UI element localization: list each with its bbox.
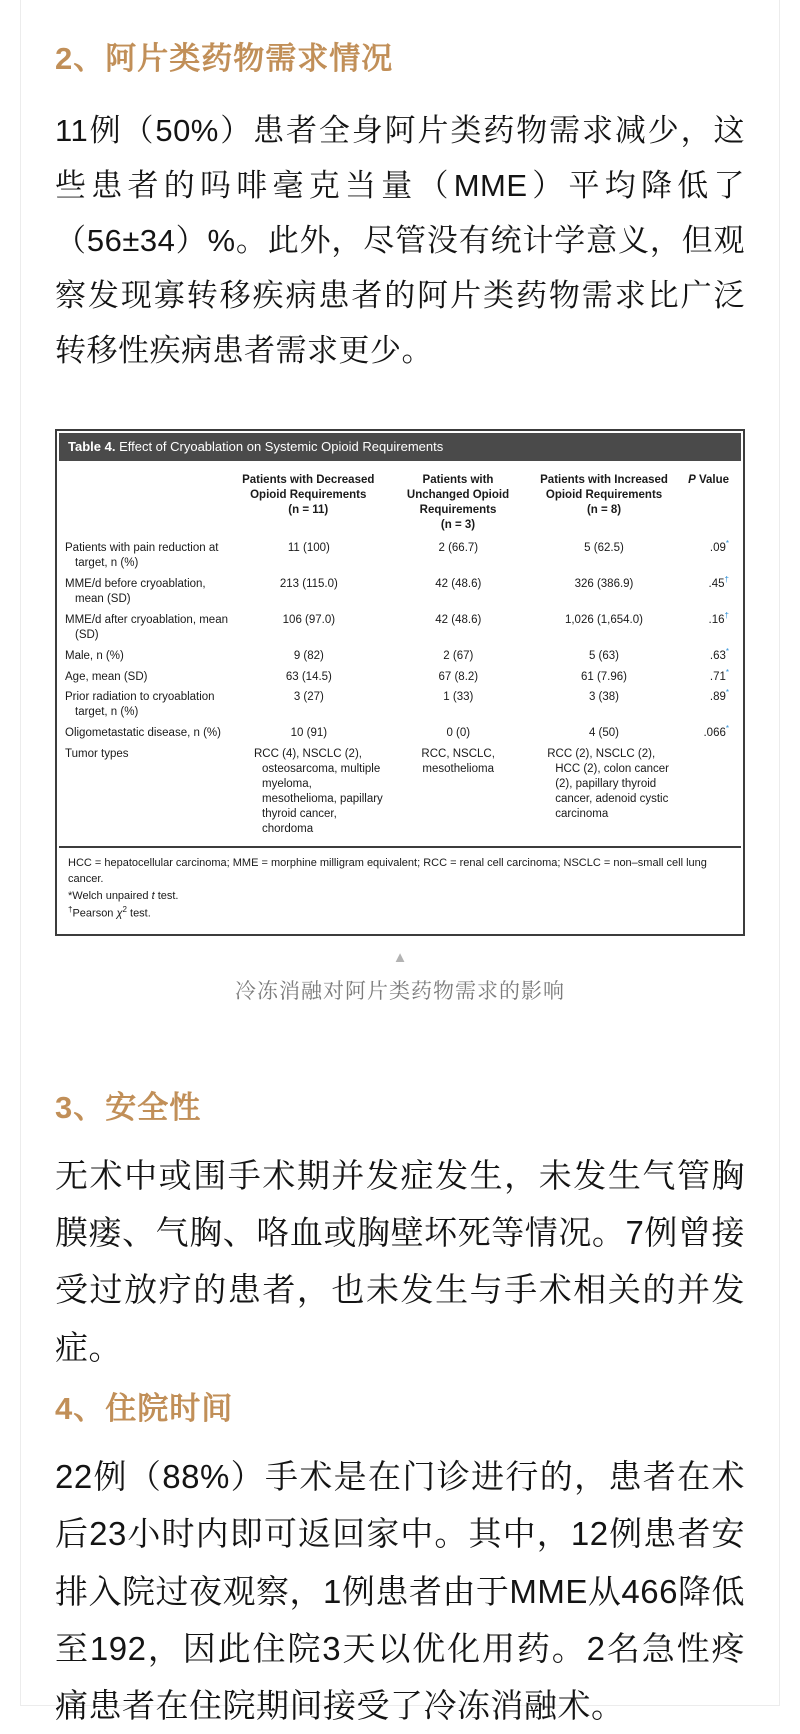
section-heading-opioid-demand: 2、阿片类药物需求情况	[55, 41, 394, 76]
table-row-age: Age, mean (SD) 63 (14.5) 67 (8.2) 61 (7.96) .71*	[65, 667, 729, 683]
table-row-oligometastatic: Oligometastatic disease, n (%) 10 (91) 0 (0) 4 (50) .066*	[65, 724, 729, 740]
header-empty	[63, 467, 230, 478]
table-number: Table 4.	[68, 438, 116, 454]
article-page	[20, 0, 780, 1724]
collapse-triangle-icon[interactable]: ▲	[392, 948, 408, 966]
header-p-value: P Value	[688, 474, 729, 487]
table-row-tumor-types: Tumor types RCC (4), NSCLC (2), osteosarcoma, multiple myeloma, mesothelioma, papillary thyroid cancer, chordoma RCC, NSCLC, mesothelioma RCC (2), NSCLC (2), HCC (2), colon cancer (2), papillary thyroid cancer, adenoid cystic carcinoma	[65, 748, 669, 835]
table-footnotes	[59, 846, 741, 932]
table-grid	[59, 461, 741, 840]
table-title-text: Effect of Cryoablation on Systemic Opioid Requirements	[115, 438, 444, 454]
footnote-welch: *Welch unpaired t test.	[68, 889, 179, 902]
table-figure	[55, 429, 745, 936]
table-header-row	[63, 467, 735, 538]
header-unchanged: Patients with Unchanged Opioid Requirements (n = 3)	[406, 474, 510, 532]
header-decreased: Patients with Decreased Opioid Requirements (n = 11)	[242, 474, 375, 517]
table-title	[59, 433, 741, 462]
table-row-prior-radiation: Prior radiation to cryoablation target, n (%) 3 (27) 1 (33) 3 (38) .89*	[65, 688, 729, 719]
section-heading-hospital-stay: 4、住院时间	[55, 1390, 234, 1426]
paragraph-hospital-stay: 22例（88%）手术是在门诊进行的，患者在术后23小时内即可返回家中。其中，12例患者安排入院过夜观察，1例患者由于MME从466降低至192，因此住院3天以优化用药。2名急性疼痛患者在住院期间接受了冷冻消融术。	[55, 1458, 745, 1724]
header-increased: Patients with Increased Opioid Requirements (n = 8)	[540, 474, 668, 517]
footnote-abbreviations: HCC = hepatocellular carcinoma; MME = morphine milligram equivalent; RCC = renal cell carcinoma; NSCLC = non–small cell lung cancer.	[68, 856, 707, 886]
section-heading-safety: 3、安全性	[55, 1089, 202, 1125]
table-row-pain-reduction: Patients with pain reduction at target, n (%) 11 (100) 2 (66.7) 5 (62.5) .09*	[65, 539, 729, 569]
table-row-mme-after: MME/d after cryoablation, mean (SD) 106 (97.0) 42 (48.6) 1,026 (1,654.0) .16†	[65, 610, 729, 641]
table-row-mme-before: MME/d before cryoablation, mean (SD) 213 (115.0) 42 (48.6) 326 (386.9) .45†	[65, 575, 729, 605]
table-row-male: Male, n (%) 9 (82) 2 (67) 5 (63) .63*	[65, 646, 729, 662]
paragraph-opioid-demand: 11例（50%）患者全身阿片类药物需求减少，这些患者的吗啡毫克当量（MME）平均降低了（56±34）%。此外，尽管没有统计学意义，但观察发现寡转移疾病患者的阿片类药物需求比广泛转移性疾病患者需求更少。	[55, 112, 745, 369]
footnote-pearson: †Pearson $\chi^2$ test.	[68, 905, 151, 921]
paragraph-safety: 无术中或围手术期并发症发生，未发生气管胸膜瘘、气胸、咯血或胸壁坏死等情况。7例曾接受过放疗的患者，也未发生与手术相关的并发症。	[55, 1157, 745, 1366]
figure-caption: 冷冻消融对阿片类药物需求的影响	[235, 979, 565, 1003]
